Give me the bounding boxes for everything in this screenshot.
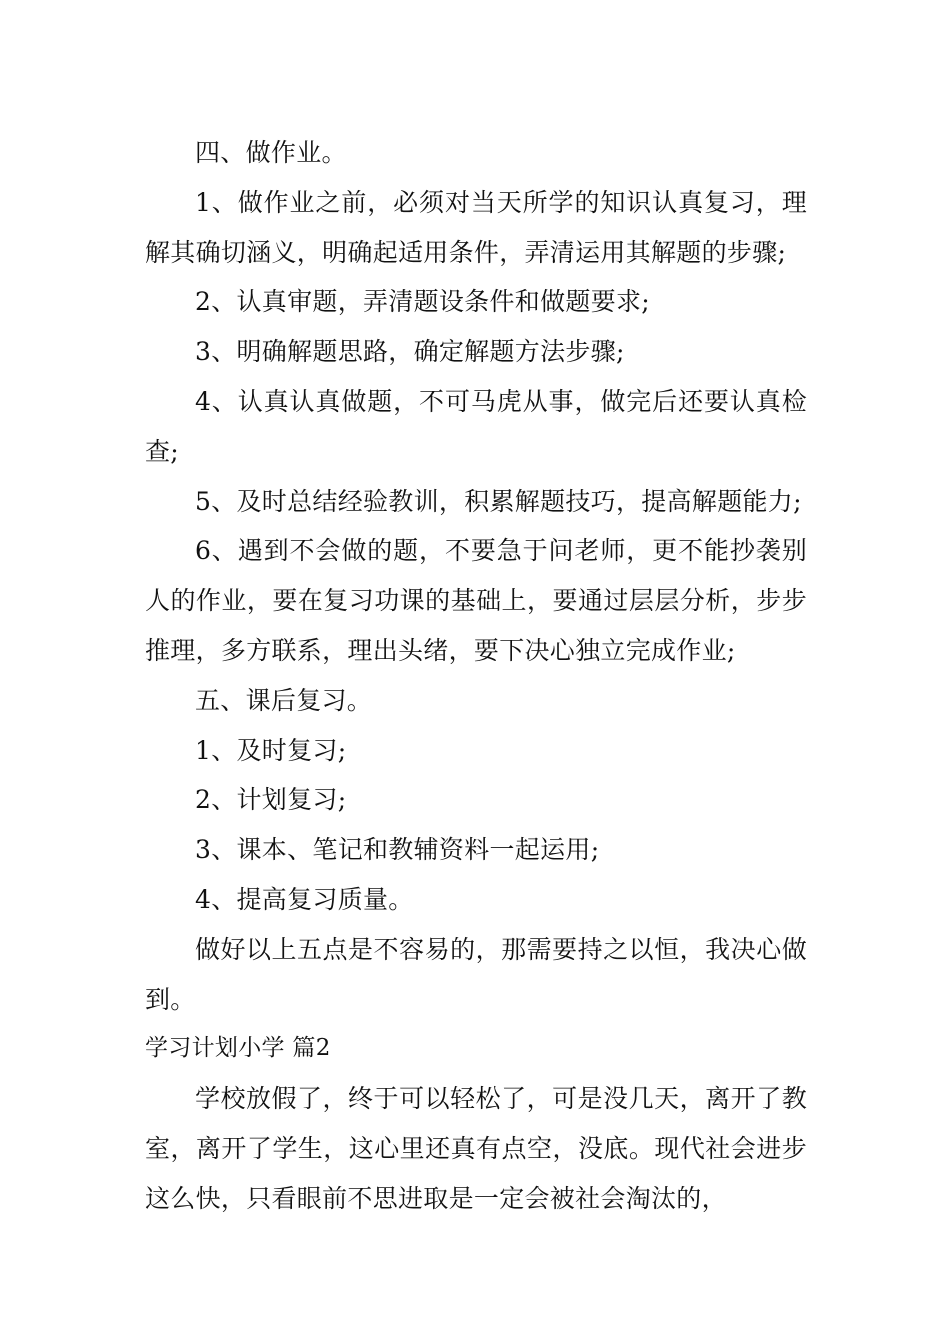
homework-item-4: 4、认真认真做题，不可马虎从事，做完后还要认真检查; — [145, 386, 807, 466]
intro-paragraph: 学校放假了，终于可以轻松了，可是没几天，离开了教室，离开了学生，这心里还真有点空，没底。现代社会进步这么快，只看眼前不思进取是一定会被社会淘汰的， — [145, 1084, 807, 1213]
homework-item-5: 5、及时总结经验教训，积累解题技巧，提高解题能力; — [195, 486, 802, 516]
section-heading: 学习计划小学 篇2 — [145, 1035, 331, 1062]
homework-item-6: 6、遇到不会做的题，不要急于问老师，更不能抄袭别人的作业，要在复习功课的基础上，要通过层层分析，步步推理，多方联系，理出头绪，要下决心独立完成作业; — [145, 536, 807, 665]
review-item-1: 1、及时复习; — [195, 735, 347, 765]
review-item-4: 4、提高复习质量。 — [195, 884, 414, 914]
homework-item-1: 1、做作业之前，必须对当天所学的知识认真复习，理解其确切涵义，明确起适用条件，弄清运用其解题的步骤; — [145, 187, 807, 267]
document-page — [145, 128, 807, 1224]
homework-item-3: 3、明确解题思路，确定解题方法步骤; — [195, 337, 625, 367]
section-five-title: 五、课后复习。 — [195, 685, 373, 715]
review-item-3: 3、课本、笔记和教辅资料一起运用; — [195, 835, 600, 865]
section-four-title: 四、做作业。 — [195, 138, 347, 167]
review-item-2: 2、计划复习; — [195, 785, 347, 815]
conclusion-paragraph: 做好以上五点是不容易的，那需要持之以恒，我决心做到。 — [145, 934, 807, 1014]
homework-item-2: 2、认真审题，弄清题设条件和做题要求; — [195, 287, 651, 317]
